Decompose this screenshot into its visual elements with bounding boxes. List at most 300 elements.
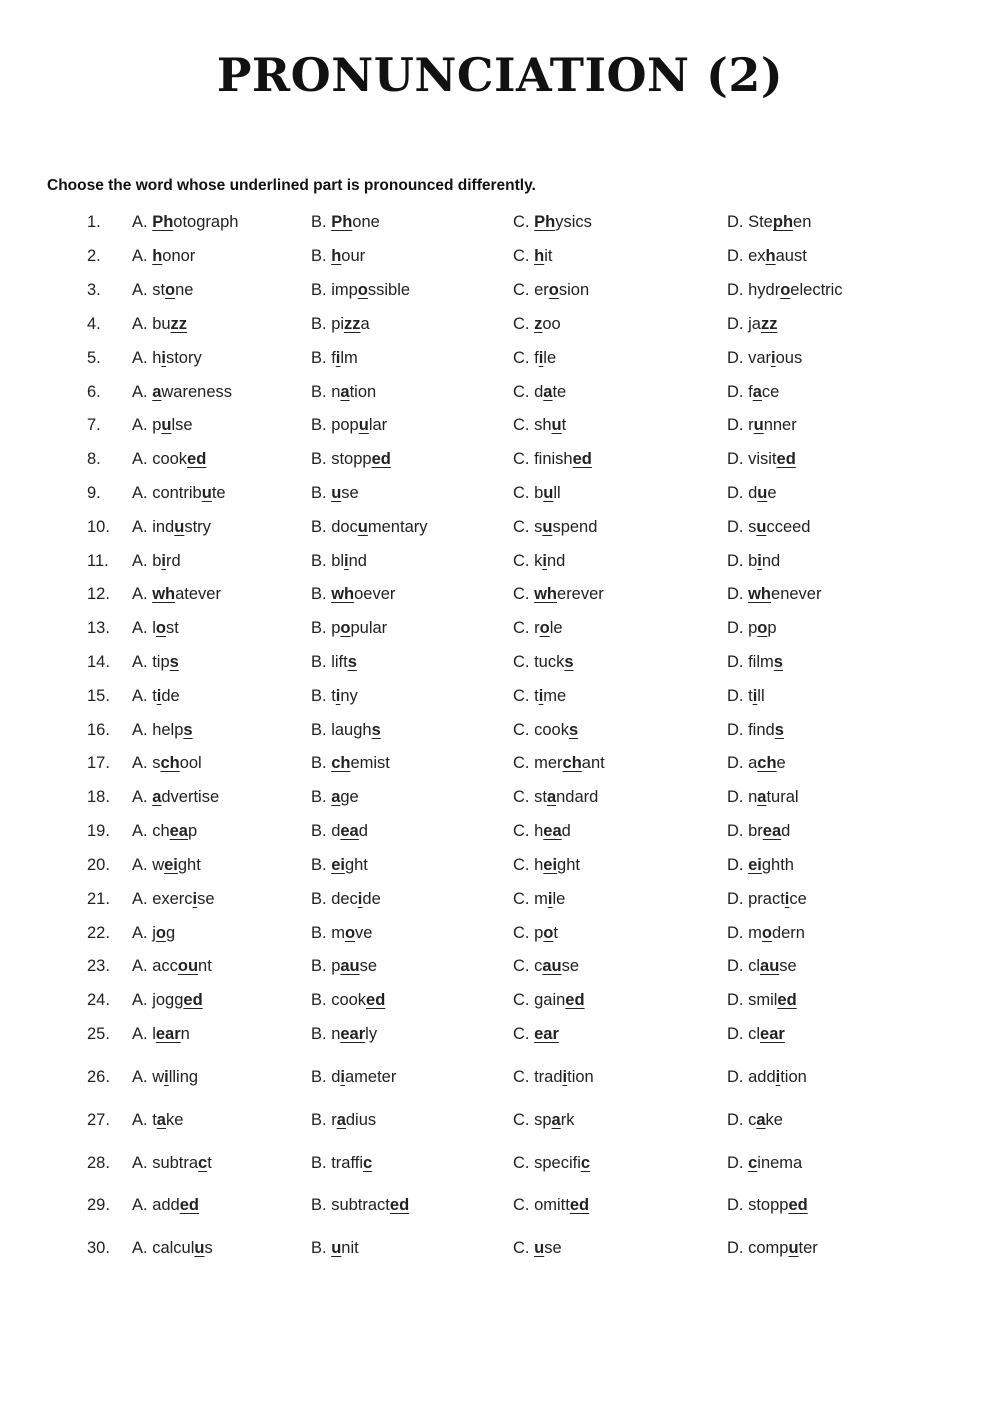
underlined-part: s — [773, 653, 783, 671]
option-letter: D. — [727, 890, 744, 908]
word-suffix: dvertise — [161, 788, 220, 806]
word-prefix: b — [534, 484, 544, 502]
word-prefix: l — [152, 1025, 156, 1043]
option-d — [727, 852, 794, 878]
option-c — [513, 953, 579, 979]
word-suffix: dius — [345, 1111, 377, 1129]
word-suffix: pular — [350, 619, 388, 637]
option-letter: D. — [727, 484, 744, 502]
underlined-part: i — [757, 552, 762, 570]
question-number: 6. — [87, 383, 101, 401]
question-row — [0, 514, 1000, 540]
word-prefix: imp — [331, 281, 358, 299]
option-b — [311, 1021, 377, 1047]
underlined-part: ear — [340, 1025, 366, 1043]
underlined-part: s — [183, 721, 193, 739]
underlined-part: a — [543, 383, 553, 401]
option-a — [132, 1021, 190, 1047]
question-row — [0, 953, 1000, 979]
option-b — [311, 717, 381, 743]
word-suffix: le — [543, 349, 557, 367]
option-a — [132, 920, 175, 946]
underlined-part: ear — [155, 1025, 181, 1043]
underlined-part: i — [340, 1068, 345, 1086]
word-prefix: help — [152, 721, 184, 739]
underlined-part: ea — [543, 822, 562, 840]
option-c — [513, 750, 605, 776]
option-c — [513, 1021, 559, 1047]
option-letter: A. — [132, 349, 148, 367]
question-number: 10. — [87, 518, 110, 536]
option-a — [132, 649, 179, 675]
option-letter: B. — [311, 585, 327, 603]
underlined-part: o — [155, 924, 166, 942]
word-prefix: t — [152, 687, 157, 705]
option-c — [513, 1150, 590, 1176]
word-prefix: n — [331, 383, 341, 401]
word-prefix: add — [152, 1196, 180, 1214]
word-suffix: ght — [344, 856, 368, 874]
underlined-part: s — [774, 721, 784, 739]
option-letter: A. — [132, 1196, 148, 1214]
underlined-part: ei — [164, 856, 178, 874]
option-letter: D. — [727, 383, 744, 401]
option-a — [132, 784, 219, 810]
word-prefix: d — [331, 1068, 341, 1086]
option-a — [132, 311, 187, 337]
word-suffix: stry — [184, 518, 211, 536]
option-d — [727, 311, 777, 337]
option-letter: A. — [132, 281, 148, 299]
underlined-part: c — [580, 1154, 591, 1172]
word-suffix: nd — [546, 552, 566, 570]
word-prefix: sh — [534, 416, 552, 434]
question-number: 13. — [87, 619, 110, 637]
word-prefix: gain — [534, 991, 566, 1009]
underlined-part: ei — [331, 856, 345, 874]
question-row — [0, 1064, 1000, 1090]
question-row — [0, 277, 1000, 303]
option-a — [132, 514, 211, 540]
word-prefix: film — [748, 653, 774, 671]
word-suffix: n — [180, 1025, 190, 1043]
underlined-part: s — [169, 653, 179, 671]
option-letter: D. — [727, 315, 744, 333]
word-suffix: ve — [355, 924, 373, 942]
underlined-part: ea — [340, 822, 359, 840]
option-a — [132, 277, 193, 303]
option-letter: D. — [727, 1025, 744, 1043]
underlined-part: s — [568, 721, 579, 739]
word-suffix: tion — [780, 1068, 807, 1086]
underlined-part: ed — [572, 450, 592, 468]
option-d — [727, 412, 797, 438]
word-prefix: f — [748, 383, 753, 401]
option-c — [513, 446, 592, 472]
option-letter: A. — [132, 1111, 148, 1129]
option-letter: B. — [311, 1068, 327, 1086]
option-d — [727, 209, 811, 235]
underlined-part: a — [757, 788, 767, 806]
option-letter: C. — [513, 247, 530, 265]
word-prefix: w — [152, 1068, 165, 1086]
underlined-part: u — [174, 518, 185, 536]
question-number: 5. — [87, 349, 101, 367]
underlined-part: u — [331, 484, 342, 502]
option-letter: A. — [132, 619, 148, 637]
word-prefix: r — [748, 416, 754, 434]
word-prefix: finish — [534, 450, 573, 468]
option-letter: D. — [727, 416, 744, 434]
underlined-part: au — [542, 957, 562, 975]
option-c — [513, 548, 565, 574]
underlined-part: ed — [179, 1196, 199, 1214]
option-letter: D. — [727, 856, 744, 874]
question-row — [0, 446, 1000, 472]
option-a — [132, 683, 180, 709]
underlined-part: u — [357, 518, 368, 536]
word-prefix: cl — [748, 957, 761, 975]
word-suffix: ant — [581, 754, 605, 772]
word-prefix: b — [748, 552, 758, 570]
option-d — [727, 784, 799, 810]
word-suffix: ce — [789, 890, 807, 908]
underlined-part: o — [548, 281, 559, 299]
question-number: 15. — [87, 687, 110, 705]
word-prefix: p — [152, 416, 162, 434]
option-letter: C. — [513, 552, 530, 570]
option-a — [132, 717, 193, 743]
word-prefix: bu — [152, 315, 171, 333]
word-prefix: w — [152, 856, 165, 874]
word-suffix: ght — [557, 856, 580, 874]
word-prefix: h — [534, 856, 544, 874]
option-c — [513, 852, 580, 878]
option-b — [311, 784, 359, 810]
option-a — [132, 379, 232, 405]
word-prefix: d — [748, 484, 758, 502]
word-prefix: trad — [534, 1068, 563, 1086]
option-d — [727, 920, 805, 946]
option-b — [311, 345, 358, 371]
word-prefix: b — [152, 552, 162, 570]
option-c — [513, 480, 561, 506]
question-row — [0, 615, 1000, 641]
option-b — [311, 615, 387, 641]
underlined-part: i — [357, 890, 363, 908]
option-letter: B. — [311, 890, 327, 908]
option-a — [132, 209, 238, 235]
question-number: 29. — [87, 1196, 110, 1214]
option-d — [727, 1235, 818, 1261]
option-letter: D. — [727, 1154, 744, 1172]
option-c — [513, 683, 566, 709]
question-row — [0, 311, 1000, 337]
option-c — [513, 1107, 574, 1133]
option-letter: B. — [311, 856, 327, 874]
word-prefix: a — [748, 754, 758, 772]
word-suffix: de — [161, 687, 180, 705]
underlined-part: u — [542, 518, 553, 536]
word-suffix: ll — [757, 687, 765, 705]
underlined-part: ed — [183, 991, 203, 1009]
word-prefix: m — [331, 924, 345, 942]
word-suffix: cceed — [766, 518, 811, 536]
underlined-part: wh — [534, 585, 558, 603]
underlined-part: a — [546, 788, 557, 806]
option-letter: A. — [132, 416, 148, 434]
option-a — [132, 1064, 198, 1090]
option-d — [727, 717, 784, 743]
word-prefix: h — [152, 349, 162, 367]
option-c — [513, 1235, 562, 1261]
option-c — [513, 1192, 589, 1218]
option-d — [727, 379, 779, 405]
word-suffix: rd — [165, 552, 181, 570]
word-prefix: t — [331, 687, 336, 705]
word-suffix: oo — [542, 315, 561, 333]
option-letter: D. — [727, 721, 744, 739]
underlined-part: ea — [762, 822, 782, 840]
option-d — [727, 345, 802, 371]
option-letter: C. — [513, 1196, 530, 1214]
question-number: 20. — [87, 856, 110, 874]
option-letter: B. — [311, 1196, 327, 1214]
word-prefix: traffi — [331, 1154, 363, 1172]
question-row — [0, 1192, 1000, 1218]
underlined-part: c — [748, 1154, 758, 1172]
option-letter: B. — [311, 315, 327, 333]
option-b — [311, 1235, 359, 1261]
word-suffix: ysics — [555, 213, 592, 231]
word-prefix: ja — [748, 315, 761, 333]
option-a — [132, 243, 195, 269]
word-suffix: d — [781, 822, 791, 840]
question-row — [0, 852, 1000, 878]
word-prefix: pract — [748, 890, 785, 908]
word-suffix: se — [561, 957, 580, 975]
option-letter: D. — [727, 1196, 744, 1214]
underlined-part: ed — [389, 1196, 410, 1214]
underlined-part: u — [753, 416, 764, 434]
question-row — [0, 243, 1000, 269]
underlined-part: o — [357, 281, 368, 299]
option-letter: B. — [311, 484, 327, 502]
option-letter: A. — [132, 315, 148, 333]
option-c — [513, 243, 552, 269]
word-prefix: stopp — [748, 1196, 789, 1214]
option-letter: A. — [132, 518, 148, 536]
underlined-part: a — [156, 1111, 166, 1129]
option-c — [513, 1064, 594, 1090]
option-c — [513, 649, 574, 675]
option-a — [132, 1107, 183, 1133]
option-letter: C. — [513, 924, 530, 942]
underlined-part: i — [538, 349, 544, 367]
option-letter: B. — [311, 1025, 327, 1043]
option-letter: B. — [311, 349, 327, 367]
option-letter: B. — [311, 653, 327, 671]
underlined-part: u — [358, 416, 369, 434]
option-letter: B. — [311, 1111, 327, 1129]
word-prefix: c — [534, 957, 543, 975]
option-letter: A. — [132, 1154, 148, 1172]
option-a — [132, 750, 202, 776]
question-row — [0, 818, 1000, 844]
option-letter: A. — [132, 552, 148, 570]
word-suffix: ne — [175, 281, 194, 299]
word-suffix: d — [561, 822, 571, 840]
option-a — [132, 581, 221, 607]
option-letter: D. — [727, 653, 744, 671]
underlined-part: u — [757, 484, 768, 502]
option-letter: A. — [132, 1068, 148, 1086]
word-suffix: mentary — [367, 518, 428, 536]
option-letter: A. — [132, 991, 148, 1009]
option-letter: C. — [513, 518, 530, 536]
option-b — [311, 987, 385, 1013]
option-letter: B. — [311, 788, 327, 806]
option-letter: C. — [513, 585, 530, 603]
option-d — [727, 953, 797, 979]
option-letter: B. — [311, 281, 327, 299]
option-d — [727, 649, 783, 675]
word-prefix: omitt — [534, 1196, 570, 1214]
question-number: 9. — [87, 484, 101, 502]
word-suffix: lse — [171, 416, 193, 434]
underlined-part: i — [771, 349, 776, 367]
underlined-part: i — [775, 1068, 781, 1086]
word-suffix: spend — [552, 518, 598, 536]
underlined-part: c — [362, 1154, 373, 1172]
question-row — [0, 1150, 1000, 1176]
underlined-part: ed — [565, 991, 585, 1009]
word-suffix: nd — [761, 552, 781, 570]
question-number: 12. — [87, 585, 110, 603]
word-prefix: br — [748, 822, 763, 840]
word-suffix: p — [767, 619, 777, 637]
option-b — [311, 920, 372, 946]
underlined-part: ch — [331, 754, 351, 772]
word-prefix: er — [534, 281, 549, 299]
word-suffix: tion — [349, 383, 377, 401]
underlined-part: u — [551, 416, 562, 434]
underlined-part: zz — [344, 315, 361, 333]
option-b — [311, 852, 368, 878]
option-letter: B. — [311, 822, 327, 840]
word-prefix: var — [748, 349, 772, 367]
option-letter: D. — [727, 1111, 744, 1129]
question-number: 3. — [87, 281, 101, 299]
word-prefix: p — [331, 957, 341, 975]
option-b — [311, 1150, 372, 1176]
question-number: 22. — [87, 924, 110, 942]
option-b — [311, 1192, 409, 1218]
word-prefix: visit — [748, 450, 777, 468]
option-letter: A. — [132, 822, 148, 840]
word-suffix: tural — [766, 788, 799, 806]
question-number: 2. — [87, 247, 101, 265]
option-letter: D. — [727, 687, 744, 705]
word-prefix: r — [331, 1111, 337, 1129]
word-prefix: cl — [748, 1025, 761, 1043]
word-prefix: tuck — [534, 653, 565, 671]
underlined-part: Ph — [534, 213, 556, 231]
option-letter: D. — [727, 518, 744, 536]
option-c — [513, 581, 604, 607]
word-prefix: cook — [331, 991, 367, 1009]
underlined-part: o — [344, 924, 356, 942]
underlined-part: z — [534, 315, 543, 333]
underlined-part: u — [756, 518, 767, 536]
word-prefix: t — [748, 687, 753, 705]
underlined-part: u — [331, 1239, 342, 1257]
underlined-part: u — [788, 1239, 799, 1257]
underlined-part: ch — [562, 754, 582, 772]
option-letter: C. — [513, 957, 530, 975]
word-prefix: tip — [152, 653, 170, 671]
option-letter: B. — [311, 924, 327, 942]
word-prefix: m — [534, 890, 548, 908]
word-prefix: j — [152, 924, 156, 942]
option-c — [513, 717, 578, 743]
word-suffix: enever — [771, 585, 822, 603]
underlined-part: ed — [371, 450, 391, 468]
word-prefix: s — [748, 518, 757, 536]
option-letter: C. — [513, 213, 530, 231]
option-letter: A. — [132, 890, 148, 908]
word-suffix: me — [543, 687, 567, 705]
word-suffix: rk — [560, 1111, 575, 1129]
option-letter: D. — [727, 788, 744, 806]
underlined-part: a — [331, 788, 341, 806]
underlined-part: h — [534, 247, 545, 265]
underlined-part: i — [538, 687, 544, 705]
word-suffix: de — [362, 890, 381, 908]
word-suffix: ly — [365, 1025, 378, 1043]
option-letter: C. — [513, 315, 530, 333]
option-letter: D. — [727, 924, 744, 942]
underlined-part: a — [336, 1111, 346, 1129]
option-letter: B. — [311, 416, 327, 434]
word-suffix: nit — [341, 1239, 359, 1257]
word-suffix: se — [197, 890, 215, 908]
option-b — [311, 581, 395, 607]
option-letter: B. — [311, 247, 327, 265]
option-d — [727, 548, 780, 574]
option-d — [727, 1192, 808, 1218]
word-suffix: d — [358, 822, 368, 840]
question-number: 17. — [87, 754, 110, 772]
option-c — [513, 514, 597, 540]
question-row — [0, 480, 1000, 506]
underlined-part: c — [198, 1154, 208, 1172]
option-letter: D. — [727, 349, 744, 367]
word-suffix: story — [165, 349, 202, 367]
underlined-part: i — [562, 1068, 568, 1086]
option-letter: C. — [513, 721, 530, 739]
word-prefix: t — [534, 687, 539, 705]
underlined-part: ea — [169, 822, 188, 840]
option-letter: B. — [311, 1239, 327, 1257]
option-d — [727, 1021, 785, 1047]
underlined-part: zz — [170, 315, 188, 333]
instruction-text: Choose the word whose underlined part is pronounced differently. — [47, 177, 536, 194]
underlined-part: u — [201, 484, 212, 502]
option-letter: C. — [513, 1111, 530, 1129]
option-letter: D. — [727, 450, 744, 468]
word-suffix: e — [776, 754, 786, 772]
